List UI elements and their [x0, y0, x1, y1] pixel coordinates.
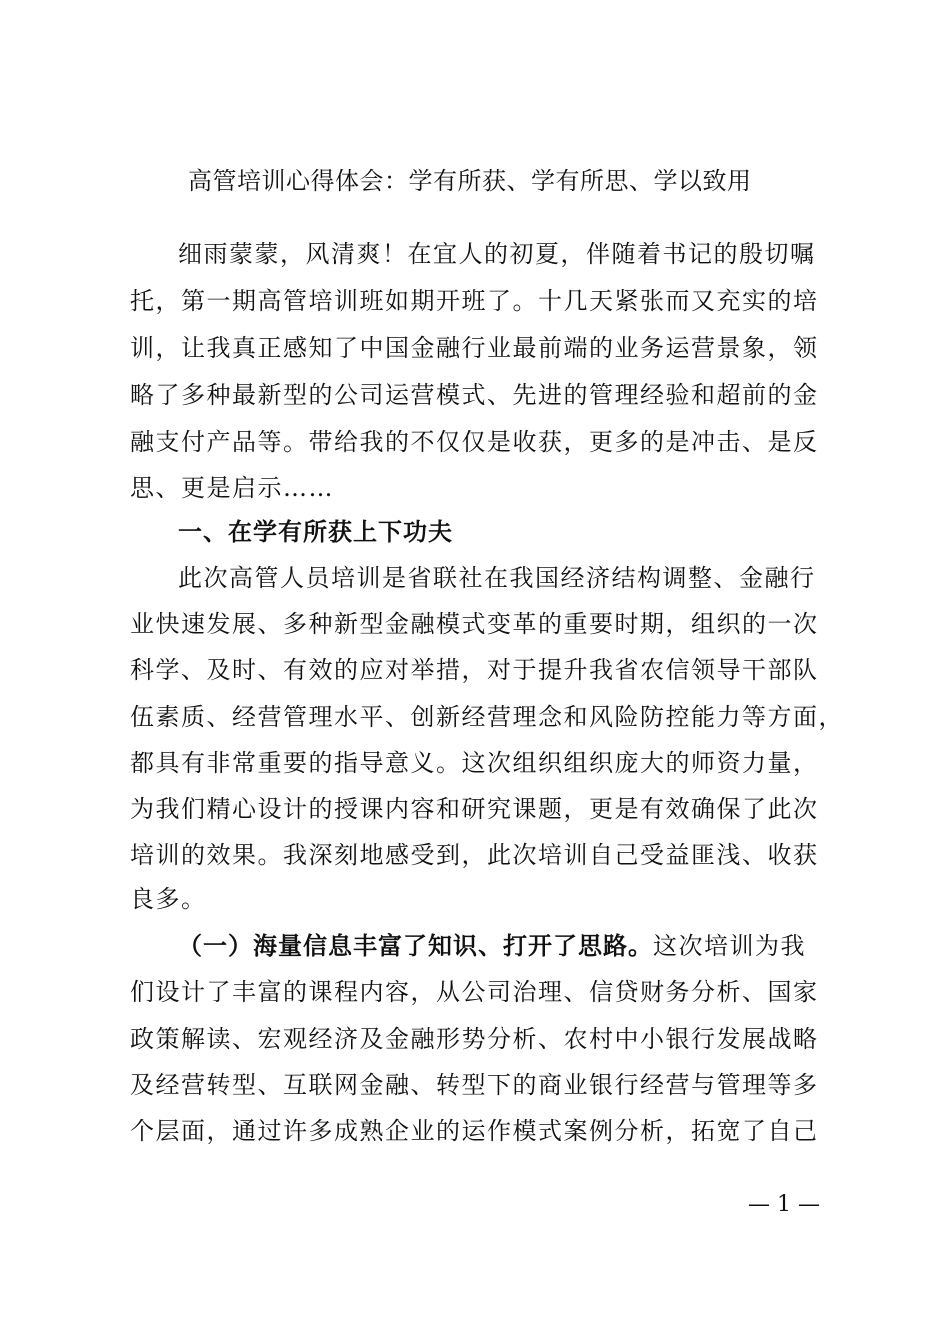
paragraph-line: 及经营转型、互联网金融、转型下的商业银行经营与管理等多 — [130, 1071, 819, 1099]
paragraph-line: 融支付产品等。带给我的不仅仅是收获，更多的是冲击、是反 — [130, 428, 819, 456]
paragraph-line: 训，让我真正感知了中国金融行业最前端的业务运营景象，领 — [130, 334, 819, 362]
paragraph-line: 都具有非常重要的指导意义。这次组织组织庞大的师资力量， — [130, 749, 819, 777]
document-title: 高管培训心得体会：学有所获、学有所思、学以致用 — [188, 167, 752, 195]
paragraph-line: 科学、及时、有效的应对举措，对于提升我省农信领导干部队 — [130, 656, 819, 684]
paragraph-line: 个层面，通过许多成熟企业的运作模式案例分析，拓宽了自己 — [130, 1117, 819, 1145]
paragraph-line: 为我们精心设计的授课内容和研究课题，更是有效确保了此次 — [130, 795, 819, 823]
section-heading: 一、在学有所获上下功夫 — [178, 518, 453, 546]
paragraph-line: 托，第一期高管培训班如期开班了。十几天紧张而又充实的培 — [130, 287, 819, 315]
paragraph-line: 政策解读、宏观经济及金融形势分析、农村中小银行发展战略 — [130, 1025, 819, 1053]
paragraph-line: 培训的效果。我深刻地感受到，此次培训自己受益匪浅、收获 — [130, 841, 819, 869]
paragraph-line: 伍素质、经营管理水平、创新经营理念和风险防控能力等方面， — [130, 703, 844, 731]
paragraph-line: 业快速发展、多种新型金融模式变革的重要时期，组织的一次 — [130, 610, 819, 638]
paragraph-text: 这次培训为我 — [653, 932, 806, 960]
subsection-heading: （一）海量信息丰富了知识、打开了思路。 — [178, 932, 653, 960]
paragraph-line: 思、更是启示…… — [130, 474, 334, 502]
subsection-first-line — [178, 929, 806, 963]
paragraph-line: 们设计了丰富的课程内容，从公司治理、信贷财务分析、国家 — [130, 978, 819, 1006]
page-number: — 1 — — [748, 1192, 820, 1217]
paragraph-line: 良多。 — [130, 885, 207, 913]
paragraph-line: 略了多种最新型的公司运营模式、先进的管理经验和超前的金 — [130, 381, 819, 409]
paragraph-line: 此次高管人员培训是省联社在我国经济结构调整、金融行 — [178, 564, 816, 592]
paragraph-line: 细雨蒙蒙，风清爽！在宜人的初夏，伴随着书记的殷切嘱 — [178, 240, 816, 268]
